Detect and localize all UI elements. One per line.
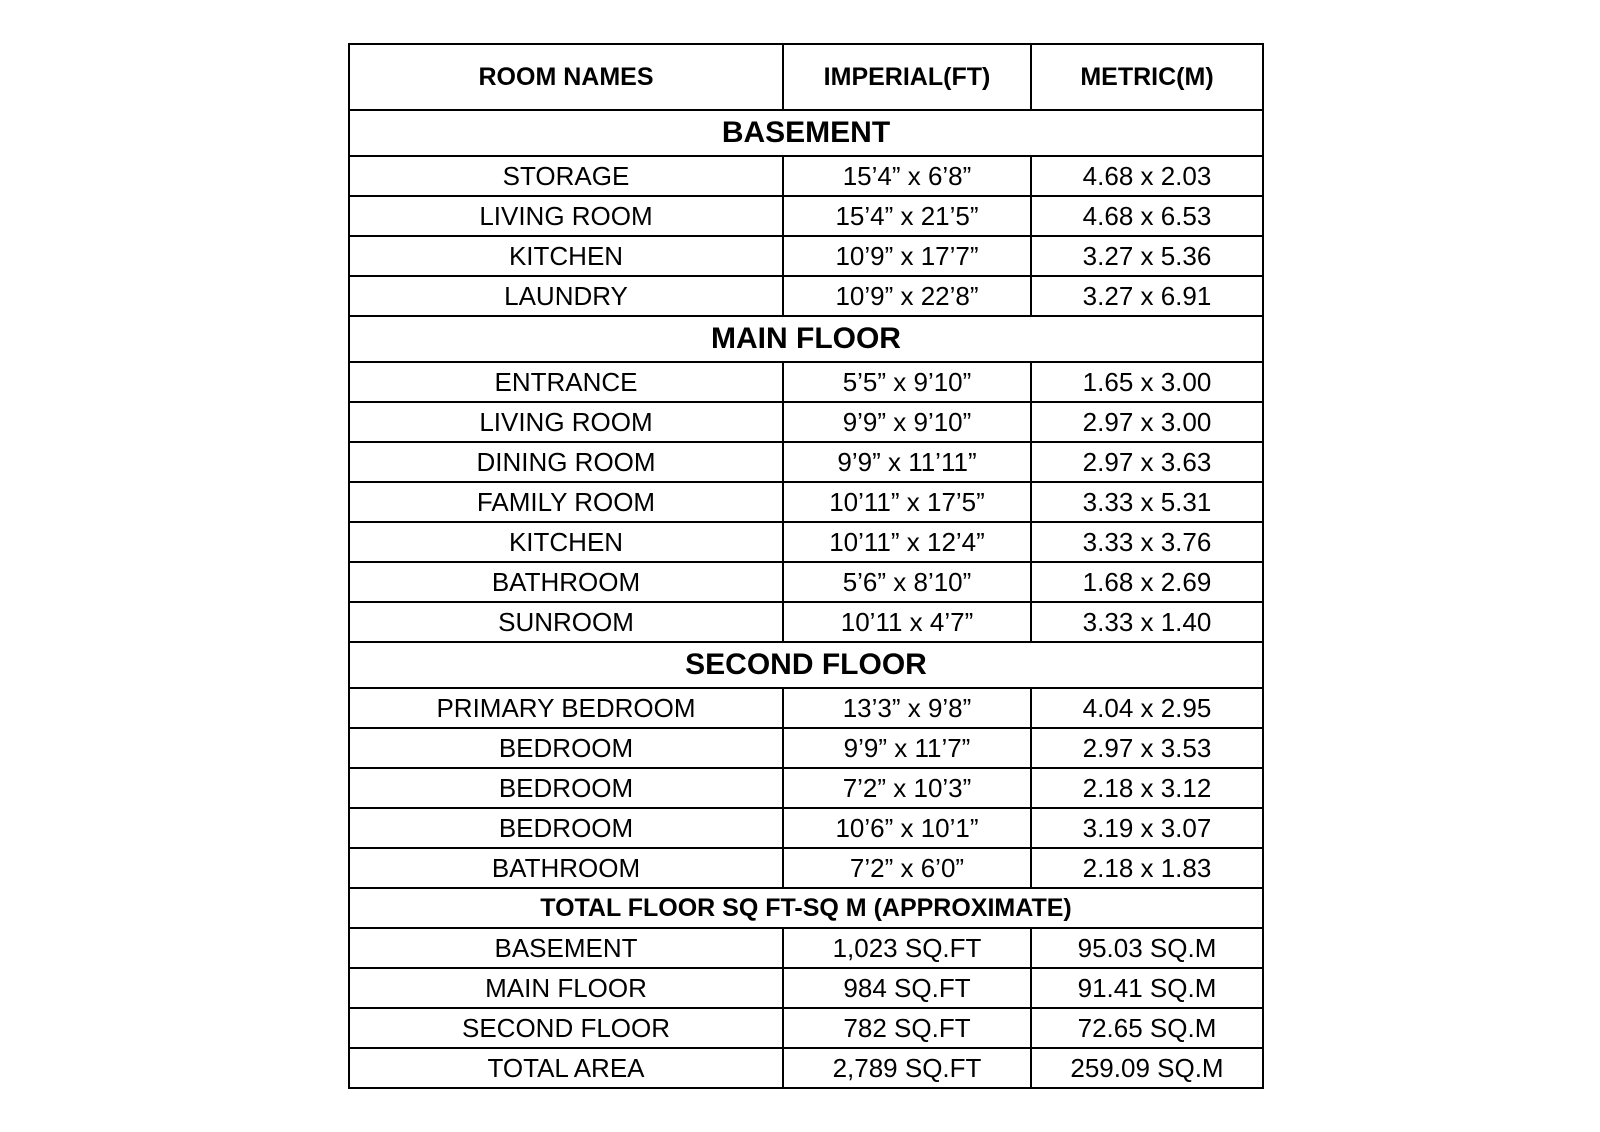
section-title: MAIN FLOOR [349,316,1263,362]
metric-cell: 3.19 x 3.07 [1031,808,1263,848]
metric-cell: 3.27 x 5.36 [1031,236,1263,276]
table-row [349,688,1263,728]
table-row [349,1008,1263,1048]
room-name-cell: PRIMARY BEDROOM [349,688,783,728]
metric-cell: 2.18 x 3.12 [1031,768,1263,808]
imperial-cell: 10’11 x 4’7” [783,602,1031,642]
section-title: TOTAL FLOOR SQ FT-SQ M (APPROXIMATE) [349,888,1263,928]
metric-cell: 4.68 x 2.03 [1031,156,1263,196]
metric-cell: 3.27 x 6.91 [1031,276,1263,316]
metric-cell: 2.97 x 3.63 [1031,442,1263,482]
imperial-cell: 15’4” x 6’8” [783,156,1031,196]
table-row [349,276,1263,316]
metric-cell: 91.41 SQ.M [1031,968,1263,1008]
imperial-cell: 984 SQ.FT [783,968,1031,1008]
metric-cell: 1.65 x 3.00 [1031,362,1263,402]
room-name-cell: BASEMENT [349,928,783,968]
table-row [349,602,1263,642]
metric-header: METRIC(M) [1031,44,1263,110]
table-row [349,848,1263,888]
imperial-cell: 15’4” x 21’5” [783,196,1031,236]
section-row-main-floor [349,316,1263,362]
table-row [349,728,1263,768]
table-row [349,236,1263,276]
room-name-cell: BATHROOM [349,848,783,888]
imperial-cell: 2,789 SQ.FT [783,1048,1031,1088]
room-name-cell: BEDROOM [349,768,783,808]
room-name-cell: STORAGE [349,156,783,196]
metric-cell: 3.33 x 3.76 [1031,522,1263,562]
metric-cell: 72.65 SQ.M [1031,1008,1263,1048]
table-header-row [349,44,1263,110]
room-name-cell: SECOND FLOOR [349,1008,783,1048]
imperial-cell: 5’6” x 8’10” [783,562,1031,602]
table-row [349,196,1263,236]
room-names-header: ROOM NAMES [349,44,783,110]
room-name-cell: MAIN FLOOR [349,968,783,1008]
table-row [349,562,1263,602]
metric-cell: 3.33 x 1.40 [1031,602,1263,642]
metric-cell: 2.97 x 3.53 [1031,728,1263,768]
imperial-cell: 9’9” x 11’11” [783,442,1031,482]
imperial-cell: 9’9” x 9’10” [783,402,1031,442]
imperial-cell: 13’3” x 9’8” [783,688,1031,728]
table-row [349,402,1263,442]
imperial-cell: 10’11” x 17’5” [783,482,1031,522]
table-row [349,968,1263,1008]
metric-cell: 1.68 x 2.69 [1031,562,1263,602]
table-row [349,522,1263,562]
table-row [349,156,1263,196]
room-name-cell: KITCHEN [349,522,783,562]
metric-cell: 2.97 x 3.00 [1031,402,1263,442]
room-name-cell: BATHROOM [349,562,783,602]
section-row-totals [349,888,1263,928]
room-name-cell: DINING ROOM [349,442,783,482]
metric-cell: 2.18 x 1.83 [1031,848,1263,888]
room-name-cell: KITCHEN [349,236,783,276]
metric-cell: 4.68 x 6.53 [1031,196,1263,236]
room-name-cell: BEDROOM [349,728,783,768]
table-row [349,482,1263,522]
room-name-cell: BEDROOM [349,808,783,848]
room-name-cell: LIVING ROOM [349,402,783,442]
imperial-cell: 782 SQ.FT [783,1008,1031,1048]
table-row [349,808,1263,848]
table-row [349,362,1263,402]
imperial-cell: 5’5” x 9’10” [783,362,1031,402]
metric-cell: 4.04 x 2.95 [1031,688,1263,728]
imperial-cell: 10’11” x 12’4” [783,522,1031,562]
section-row-second-floor [349,642,1263,688]
imperial-cell: 1,023 SQ.FT [783,928,1031,968]
room-name-cell: LAUNDRY [349,276,783,316]
room-name-cell: FAMILY ROOM [349,482,783,522]
table-row [349,1048,1263,1088]
room-name-cell: SUNROOM [349,602,783,642]
section-title: BASEMENT [349,110,1263,156]
imperial-cell: 10’9” x 17’7” [783,236,1031,276]
room-dimensions-table [348,43,1264,1089]
table-row [349,928,1263,968]
table-row [349,768,1263,808]
section-title: SECOND FLOOR [349,642,1263,688]
imperial-cell: 10’9” x 22’8” [783,276,1031,316]
section-row-basement [349,110,1263,156]
room-name-cell: ENTRANCE [349,362,783,402]
imperial-cell: 7’2” x 10’3” [783,768,1031,808]
imperial-cell: 10’6” x 10’1” [783,808,1031,848]
room-name-cell: LIVING ROOM [349,196,783,236]
imperial-header: IMPERIAL(FT) [783,44,1031,110]
imperial-cell: 7’2” x 6’0” [783,848,1031,888]
table-row [349,442,1263,482]
room-name-cell: TOTAL AREA [349,1048,783,1088]
metric-cell: 95.03 SQ.M [1031,928,1263,968]
imperial-cell: 9’9” x 11’7” [783,728,1031,768]
metric-cell: 3.33 x 5.31 [1031,482,1263,522]
metric-cell: 259.09 SQ.M [1031,1048,1263,1088]
